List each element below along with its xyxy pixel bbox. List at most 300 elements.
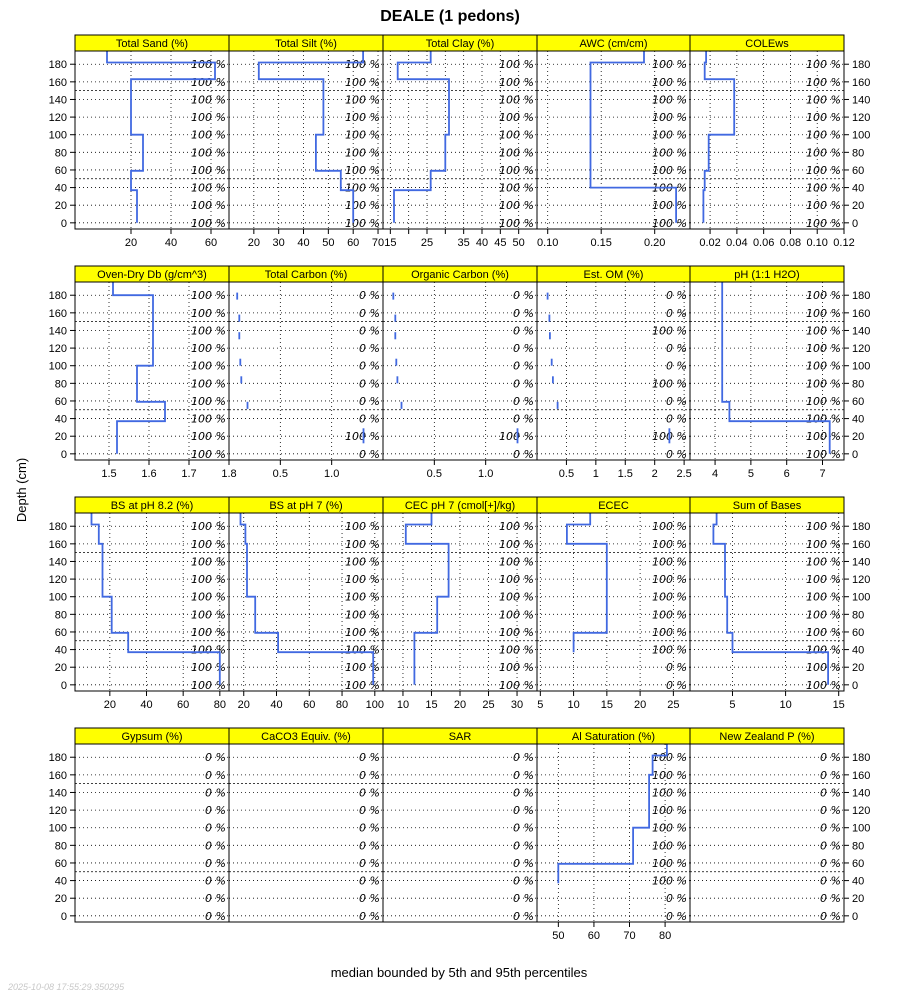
pct-label: 100 % [806,555,841,569]
depth-tick-label: 60 [54,857,67,870]
pct-label: 100 % [345,573,380,587]
pct-label: 100 % [191,111,226,125]
pct-label: 0 % [820,786,841,800]
median-profile-line [703,51,734,223]
pct-label: 100 % [345,111,380,125]
x-tick-label: 20 [247,237,260,249]
pct-label: 0 % [513,447,534,461]
pct-label: 100 % [806,58,841,72]
pct-label: 0 % [666,359,687,373]
depth-tick-label: 120 [852,112,871,125]
x-tick-label: 0.06 [752,237,775,249]
depth-tick-label: 180 [852,59,871,72]
depth-tick-label: 20 [54,200,67,213]
depth-tick-label: 180 [48,290,67,303]
x-tick-label: 0.12 [833,237,855,249]
depth-tick-label: 60 [54,164,67,177]
pct-label: 100 % [499,75,534,89]
pct-label: 100 % [806,342,841,356]
pct-label: 0 % [820,874,841,888]
depth-tick-label: 80 [54,609,67,622]
pct-label: 100 % [499,590,534,604]
depth-tick-label: 160 [852,538,871,551]
panel-awc-cm-cm [537,35,690,249]
pct-label: 0 % [513,359,534,373]
pct-label: 0 % [205,804,226,818]
pct-label: 100 % [806,75,841,89]
x-tick-label: 0.02 [699,237,721,249]
pct-label: 100 % [191,93,226,107]
pct-label: 100 % [652,111,687,125]
pct-label: 0 % [666,342,687,356]
panel-bs-at-ph-7 [229,497,384,711]
pct-label: 0 % [205,821,226,835]
pct-label: 100 % [652,181,687,195]
depth-tick-label: 180 [48,59,67,72]
x-tick-label: 1 [592,468,599,480]
x-tick-label: 10 [567,699,580,711]
pct-label: 100 % [499,537,534,551]
panel-title: ECEC [598,500,629,512]
pct-label: 100 % [191,216,226,230]
x-tick-label: 60 [177,699,190,711]
pct-label: 100 % [652,199,687,213]
pct-label: 100 % [652,625,687,639]
panel-title: Sum of Bases [732,500,802,512]
depth-tick-label: 100 [852,129,871,142]
x-tick-label: 30 [272,237,285,249]
panels-layer [49,35,871,942]
depth-tick-label: 20 [54,893,67,906]
pct-label: 100 % [191,58,226,72]
panel-organic-carbon [383,266,537,480]
pct-label: 100 % [652,93,687,107]
pct-label: 100 % [191,412,226,426]
depth-tick-label: 60 [54,626,67,639]
depth-tick-label: 60 [852,857,865,870]
pct-label: 0 % [205,768,226,782]
x-tick-label: 50 [322,237,335,249]
pct-label: 100 % [652,216,687,230]
pct-label: 100 % [652,128,687,142]
pct-label: 0 % [359,394,380,408]
x-tick-label: 0.10 [806,237,828,249]
pct-label: 100 % [652,786,687,800]
panel-title: CaCO3 Equiv. (%) [261,731,351,743]
depth-tick-label: 100 [852,591,871,604]
pct-label: 0 % [205,892,226,906]
x-tick-label: 15 [600,699,613,711]
pct-label: 100 % [191,447,226,461]
pct-label: 100 % [806,430,841,444]
x-tick-label: 0.20 [643,237,666,249]
x-tick-label: 10 [779,699,792,711]
depth-tick-label: 120 [48,112,67,125]
x-tick-label: 20 [237,699,250,711]
pct-label: 100 % [345,625,380,639]
pct-label: 100 % [191,181,226,195]
pct-label: 0 % [359,821,380,835]
depth-tick-label: 20 [852,431,865,444]
x-tick-label: 40 [140,699,153,711]
pct-label: 100 % [499,608,534,622]
depth-tick-label: 180 [48,752,67,765]
x-tick-label: 1.5 [617,468,633,480]
depth-tick-label: 140 [48,556,67,569]
pct-label: 100 % [191,590,226,604]
pct-label: 0 % [513,874,534,888]
panel-est-om [537,266,692,480]
x-tick-label: 80 [213,699,226,711]
pct-label: 100 % [806,625,841,639]
x-tick-label: 5 [537,699,544,711]
pct-label: 100 % [806,146,841,160]
pct-label: 100 % [652,590,687,604]
pct-label: 100 % [806,93,841,107]
pct-label: 100 % [345,181,380,195]
x-tick-label: 100 [365,699,384,711]
x-tick-label: 1.6 [141,468,157,480]
panel-oven-dry-db-g-cm-3 [49,266,237,480]
panel-title: SAR [448,731,472,743]
pct-label: 0 % [359,839,380,853]
depth-tick-label: 120 [852,805,871,818]
depth-tick-label: 160 [48,538,67,551]
pct-label: 100 % [191,306,226,320]
pct-label: 0 % [513,306,534,320]
pct-label: 100 % [499,93,534,107]
x-tick-label: 0.08 [779,237,802,249]
x-tick-label: 0.15 [590,237,612,249]
x-axis-label: median bounded by 5th and 95th percentiles [330,965,588,980]
pct-label: 100 % [191,146,226,160]
pct-label: 0 % [359,909,380,923]
x-tick-label: 6 [783,468,790,480]
pct-label: 100 % [806,216,841,230]
depth-tick-label: 40 [852,182,865,195]
pct-label: 100 % [652,768,687,782]
pct-label: 100 % [652,58,687,72]
panel-title: AWC (cm/cm) [579,38,648,50]
depth-tick-label: 160 [48,76,67,89]
pct-label: 100 % [345,93,380,107]
pct-label: 100 % [191,359,226,373]
depth-tick-label: 180 [48,521,67,534]
pct-label: 0 % [513,856,534,870]
pct-label: 100 % [345,75,380,89]
depth-tick-label: 180 [852,752,871,765]
x-tick-label: 20 [103,699,116,711]
pct-label: 0 % [513,892,534,906]
pct-label: 0 % [205,751,226,765]
panel-gypsum [49,728,229,923]
pct-label: 100 % [499,661,534,675]
panel-total-silt [229,35,384,249]
x-tick-label: 25 [667,699,680,711]
y-axis-label: Depth (cm) [14,457,29,523]
depth-tick-label: 100 [48,360,67,373]
x-tick-label: 1.7 [181,468,197,480]
pct-label: 100 % [806,520,841,534]
x-tick-label: 80 [658,930,672,942]
panel-title: BS at pH 8.2 (%) [110,500,194,512]
depth-tick-label: 140 [852,325,871,338]
pct-label: 100 % [652,573,687,587]
panel-title: COLEws [745,38,789,50]
depth-tick-label: 0 [60,679,67,692]
pct-label: 100 % [191,394,226,408]
pct-label: 100 % [345,163,380,177]
pct-label: 100 % [806,412,841,426]
pct-label: 100 % [806,289,841,303]
pct-label: 100 % [345,430,380,444]
pct-label: 100 % [191,608,226,622]
pct-label: 0 % [513,751,534,765]
depth-tick-label: 160 [48,307,67,320]
depth-tick-label: 80 [54,840,67,853]
pct-label: 0 % [666,289,687,303]
pct-label: 100 % [499,555,534,569]
panel-bs-at-ph-8-2 [49,497,229,711]
pct-label: 100 % [191,163,226,177]
pct-label: 100 % [806,394,841,408]
depth-tick-label: 80 [852,147,865,160]
pct-label: 100 % [345,678,380,692]
pct-label: 0 % [513,839,534,853]
pct-label: 100 % [191,377,226,391]
pct-label: 100 % [191,573,226,587]
x-tick-label: 70 [371,237,385,249]
pct-label: 0 % [820,751,841,765]
pct-label: 0 % [205,839,226,853]
depth-tick-label: 140 [48,787,67,800]
pct-label: 100 % [806,163,841,177]
median-profile-line [567,513,607,652]
pct-label: 100 % [499,573,534,587]
pct-label: 100 % [806,359,841,373]
panel-title: Total Clay (%) [425,38,495,50]
x-tick-label: 20 [124,237,138,249]
pct-label: 0 % [820,909,841,923]
x-tick-label: 40 [297,237,310,249]
depth-tick-label: 40 [852,644,865,657]
panel-total-clay [383,35,537,249]
x-tick-label: 0.10 [536,237,559,249]
pct-label: 0 % [666,892,687,906]
pct-label: 100 % [499,625,534,639]
panel-sum-of-bases [690,497,870,711]
depth-tick-label: 140 [852,94,871,107]
panel-al-saturation [537,728,690,942]
pct-label: 100 % [191,430,226,444]
x-tick-label: 10 [396,699,410,711]
panel-ph-1-1-h2o [690,266,870,480]
pct-label: 0 % [513,289,534,303]
x-tick-label: 50 [552,930,565,942]
panel-title: Total Carbon (%) [264,269,348,281]
panel-title: Organic Carbon (%) [411,269,509,281]
pct-label: 100 % [652,608,687,622]
depth-tick-label: 100 [852,822,871,835]
depth-tick-label: 40 [852,413,865,426]
pct-label: 100 % [499,128,534,142]
pct-label: 100 % [806,377,841,391]
x-tick-label: 1.0 [324,468,340,480]
pct-label: 0 % [820,821,841,835]
pct-label: 0 % [666,394,687,408]
pct-label: 100 % [806,678,841,692]
panel-new-zealand-p [690,728,870,923]
x-tick-label: 2.5 [676,468,692,480]
depth-tick-label: 120 [48,574,67,587]
pct-label: 0 % [513,342,534,356]
pct-label: 0 % [513,324,534,338]
pct-label: 0 % [513,768,534,782]
pct-label: 100 % [345,146,380,160]
pct-label: 100 % [191,199,226,213]
pct-label: 0 % [513,804,534,818]
pct-label: 100 % [652,856,687,870]
depth-tick-label: 60 [852,626,865,639]
pct-label: 100 % [191,643,226,657]
pct-label: 100 % [806,128,841,142]
depth-tick-label: 160 [48,769,67,782]
x-tick-label: 1.8 [221,468,237,480]
pct-label: 100 % [191,324,226,338]
pct-label: 0 % [513,909,534,923]
pct-label: 0 % [666,306,687,320]
panel-caco3-equiv [229,728,383,923]
x-tick-label: 5 [729,699,736,711]
x-tick-label: 60 [303,699,316,711]
pct-label: 100 % [652,146,687,160]
panel-title: Est. OM (%) [583,269,644,281]
pct-label: 0 % [359,359,380,373]
depth-tick-label: 80 [852,840,865,853]
depth-tick-label: 80 [852,609,865,622]
depth-tick-label: 0 [60,448,67,461]
pct-label: 100 % [499,678,534,692]
x-tick-label: 40 [164,237,178,249]
x-tick-label: 45 [494,237,507,249]
depth-tick-label: 0 [60,217,67,230]
x-tick-label: 25 [420,237,434,249]
depth-tick-label: 100 [48,822,67,835]
depth-tick-label: 80 [54,378,67,391]
depth-tick-label: 60 [852,395,865,408]
depth-tick-label: 120 [48,805,67,818]
x-tick-label: 0.04 [726,237,748,249]
pct-label: 0 % [205,909,226,923]
panel-title: Total Sand (%) [115,38,189,50]
pct-label: 100 % [652,520,687,534]
pct-label: 100 % [499,199,534,213]
depth-tick-label: 40 [54,413,67,426]
x-tick-label: 0.5 [426,468,442,480]
panel-title: Al Saturation (%) [571,731,656,743]
pct-label: 100 % [652,839,687,853]
pct-label: 0 % [205,874,226,888]
panel-title: Gypsum (%) [121,731,183,743]
depth-tick-label: 20 [852,662,865,675]
pct-label: 100 % [806,573,841,587]
depth-tick-label: 40 [54,875,67,888]
depth-tick-label: 140 [48,94,67,107]
pct-label: 100 % [806,199,841,213]
pct-label: 0 % [666,909,687,923]
pct-label: 100 % [652,75,687,89]
pct-label: 100 % [191,520,226,534]
depth-tick-label: 140 [852,556,871,569]
depth-tick-label: 180 [852,290,871,303]
depth-tick-label: 120 [48,343,67,356]
x-tick-label: 15 [832,699,845,711]
x-tick-label: 40 [475,237,489,249]
pct-label: 100 % [345,537,380,551]
pct-label: 100 % [652,643,687,657]
x-tick-label: 70 [623,930,636,942]
x-tick-label: 60 [347,237,360,249]
x-tick-label: 35 [457,237,470,249]
x-tick-label: 15 [425,699,438,711]
pct-label: 0 % [359,804,380,818]
pct-label: 100 % [652,163,687,177]
depth-tick-label: 20 [852,893,865,906]
median-profile-line [394,51,449,223]
pct-label: 0 % [820,856,841,870]
pct-label: 0 % [359,874,380,888]
x-tick-label: 40 [270,699,283,711]
pct-label: 0 % [359,306,380,320]
pct-label: 100 % [499,163,534,177]
pct-label: 100 % [806,306,841,320]
depth-tick-label: 0 [852,910,859,923]
pct-label: 0 % [359,751,380,765]
panel-ecec [537,497,690,711]
x-tick-label: 5 [747,468,754,480]
depth-tick-label: 160 [852,769,871,782]
median-profile-line [558,744,667,883]
depth-tick-label: 160 [852,76,871,89]
pct-label: 100 % [652,537,687,551]
pct-label: 100 % [191,678,226,692]
pct-label: 0 % [820,768,841,782]
pct-label: 100 % [652,430,687,444]
depth-tick-label: 100 [48,591,67,604]
pct-label: 100 % [499,181,534,195]
depth-tick-label: 40 [54,182,67,195]
pct-label: 0 % [820,804,841,818]
pct-label: 100 % [345,608,380,622]
chart-title: DEALE (1 pedons) [380,8,520,25]
pct-label: 0 % [359,324,380,338]
pct-label: 0 % [205,856,226,870]
pct-label: 0 % [513,821,534,835]
x-tick-label: 25 [482,699,495,711]
depth-tick-label: 140 [48,325,67,338]
pct-label: 0 % [359,289,380,303]
panel-title: New Zealand P (%) [719,731,815,743]
x-tick-label: 1.0 [478,468,494,480]
pct-label: 100 % [345,128,380,142]
panel-sar [383,728,537,923]
pct-label: 0 % [359,447,380,461]
pct-label: 100 % [652,874,687,888]
depth-tick-label: 20 [54,431,67,444]
depth-tick-label: 140 [852,787,871,800]
depth-tick-label: 20 [852,200,865,213]
pct-label: 100 % [191,661,226,675]
